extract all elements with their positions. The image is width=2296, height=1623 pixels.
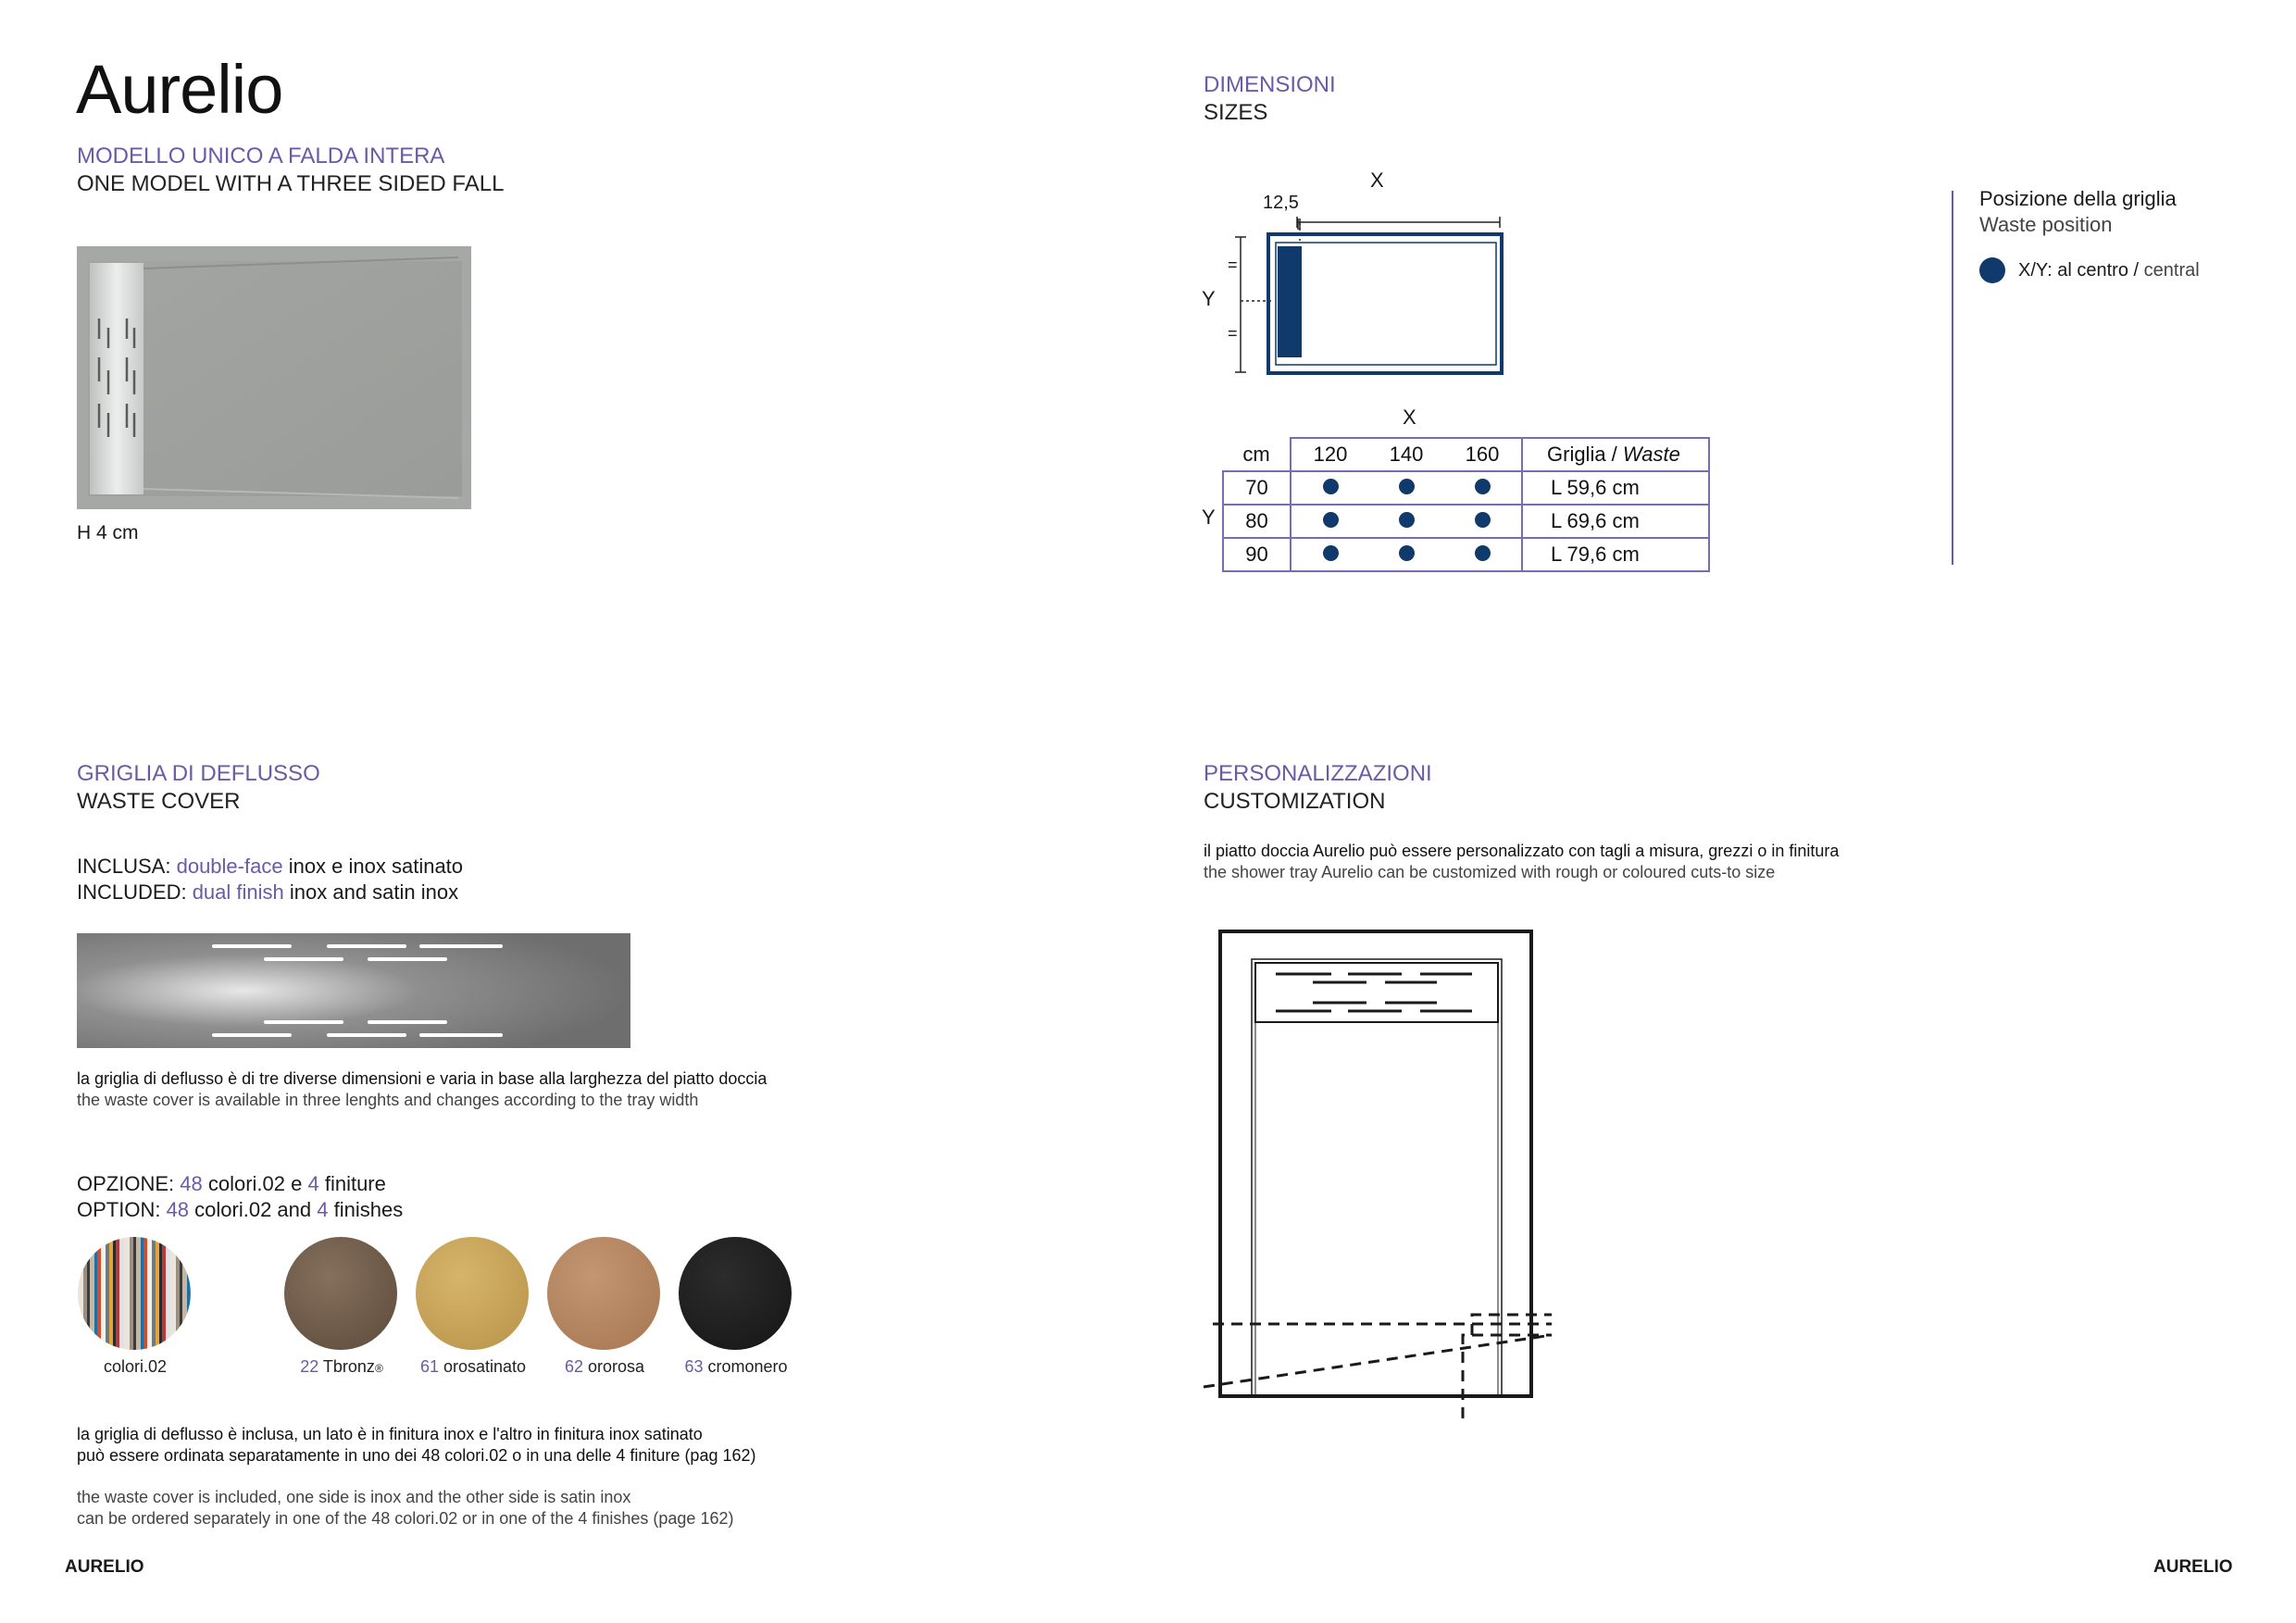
cut-to-size-drawing xyxy=(1194,922,1565,1422)
grid-header-cell xyxy=(1522,438,1709,471)
available-dot-icon xyxy=(1323,479,1339,494)
grid-header-it: Griglia / xyxy=(1547,443,1623,466)
table-y-label: Y xyxy=(1202,506,1216,529)
available-dot-icon xyxy=(1475,545,1491,561)
availability-cell xyxy=(1291,505,1369,538)
available-dot-icon xyxy=(1399,545,1415,561)
option-en xyxy=(77,1198,403,1222)
option-it-label: OPZIONE: xyxy=(77,1172,181,1195)
customization-note-en: the shower tray Aurelio can be customized with rough or coloured cuts-to size xyxy=(1204,863,1776,881)
included-en-rest: inox and satin inox xyxy=(283,880,459,904)
diagram-equal-bottom: = xyxy=(1228,324,1238,343)
swatch-code: 63 xyxy=(684,1357,704,1376)
width-cell: 140 xyxy=(1369,438,1443,471)
swatch-name: orosatinato xyxy=(438,1357,527,1376)
sizes-table xyxy=(1222,437,1710,572)
swatch-name: ororosa xyxy=(582,1357,645,1376)
page-title: Aurelio xyxy=(76,51,283,128)
grid-header-en: Waste xyxy=(1622,443,1680,466)
footnote-en-2: can be ordered separately in one of the 48 colori.02 or in one of the 4 finishes (page 162) xyxy=(77,1509,734,1528)
included-it-label: INCLUSA: xyxy=(77,855,177,878)
waste-position-title-en: Waste position xyxy=(1979,213,2113,236)
ororosa-swatch xyxy=(547,1237,660,1350)
product-image xyxy=(77,246,471,509)
legend-central xyxy=(2018,260,2200,281)
included-en xyxy=(77,880,458,905)
cromonero-swatch xyxy=(679,1237,792,1350)
cromonero-label xyxy=(657,1357,815,1377)
table-row xyxy=(1223,471,1709,505)
waste-position-title-it: Posizione della griglia xyxy=(1979,187,2177,210)
option-it xyxy=(77,1172,386,1196)
option-it-mid: colori.02 e xyxy=(202,1172,308,1195)
grid-length-cell: L 69,6 cm xyxy=(1522,505,1709,538)
unit-cell: cm xyxy=(1242,442,1270,466)
row-y-cell: 90 xyxy=(1223,538,1291,571)
colori-swatch xyxy=(78,1237,191,1350)
table-row xyxy=(1223,538,1709,571)
swatch-name: colori.02 xyxy=(103,1357,168,1376)
tbronz-swatch xyxy=(284,1237,397,1350)
diagram-y-label: Y xyxy=(1202,287,1216,310)
option-en-count-colors: 48 xyxy=(166,1198,190,1221)
included-it xyxy=(77,855,463,879)
central-position-dot-icon xyxy=(1979,257,2005,283)
waste-cover-photo xyxy=(77,933,630,1048)
availability-cell xyxy=(1291,471,1369,505)
swatch-name: cromonero xyxy=(703,1357,788,1376)
width-cell: 120 xyxy=(1291,438,1369,471)
orosatinato-swatch xyxy=(416,1237,529,1350)
available-dot-icon xyxy=(1475,512,1491,528)
customization-drawing xyxy=(1194,922,1565,1422)
option-en-mid: colori.02 and xyxy=(189,1198,318,1221)
width-cell: 160 xyxy=(1443,438,1522,471)
table-header-row xyxy=(1223,438,1709,471)
swatch-code: 62 xyxy=(564,1357,583,1376)
grid-length-cell: L 59,6 cm xyxy=(1522,471,1709,505)
customization-note-it: il piatto doccia Aurelio può essere personalizzato con tagli a misura, grezzi o in finitura xyxy=(1204,842,1840,860)
included-en-highlight: dual finish xyxy=(192,880,284,904)
available-dot-icon xyxy=(1323,545,1339,561)
option-en-count-finishes: 4 xyxy=(317,1198,329,1221)
height-label: H 4 cm xyxy=(77,522,139,543)
row-y-cell: 80 xyxy=(1223,505,1291,538)
legend-divider xyxy=(1952,191,1953,565)
option-it-end: finiture xyxy=(318,1172,386,1195)
availability-cell xyxy=(1369,538,1443,571)
waste-cover-title-it: GRIGLIA DI DEFLUSSO xyxy=(77,761,320,786)
included-it-highlight: double-face xyxy=(176,855,283,878)
option-it-count-finishes: 4 xyxy=(307,1172,319,1195)
swatch-name: Tbronz xyxy=(318,1357,375,1376)
footnote-en-1: the waste cover is included, one side is inox and the other side is satin inox xyxy=(77,1488,631,1506)
footnote-it-1: la griglia di deflusso è inclusa, un lato è in finitura inox e l'altro in finitura inox satinato xyxy=(77,1425,703,1443)
legend-separator: / xyxy=(2128,260,2144,281)
model-title-it: MODELLO UNICO A FALDA INTERA xyxy=(77,144,445,169)
availability-cell xyxy=(1443,538,1522,571)
colori-label xyxy=(56,1357,214,1377)
availability-cell xyxy=(1369,505,1443,538)
diagram-offset-label: 12,5 xyxy=(1263,193,1299,213)
table-row xyxy=(1223,505,1709,538)
model-title-en: ONE MODEL WITH A THREE SIDED FALL xyxy=(77,171,505,196)
customization-title-en: CUSTOMIZATION xyxy=(1204,789,1386,814)
registered-mark: ® xyxy=(374,1362,383,1375)
shower-tray-photo xyxy=(77,246,471,509)
row-y-cell: 70 xyxy=(1223,471,1291,505)
availability-cell xyxy=(1443,505,1522,538)
waste-cover-image xyxy=(77,933,630,1048)
customization-title-it: PERSONALIZZAZIONI xyxy=(1204,761,1432,786)
footer-left: AURELIO xyxy=(65,1557,144,1577)
option-en-label: OPTION: xyxy=(77,1198,167,1221)
included-it-rest: inox e inox satinato xyxy=(282,855,464,878)
option-it-count-colors: 48 xyxy=(180,1172,203,1195)
dimensions-title-en: SIZES xyxy=(1204,100,1268,125)
available-dot-icon xyxy=(1323,512,1339,528)
included-en-label: INCLUDED: xyxy=(77,880,193,904)
availability-cell xyxy=(1443,471,1522,505)
diagram-x-label: X xyxy=(1370,169,1384,192)
cover-note-it: la griglia di deflusso è di tre diverse dimensioni e varia in base alla larghezza del piatto doccia xyxy=(77,1069,767,1088)
diagram-equal-top: = xyxy=(1228,256,1238,274)
cover-note-en: the waste cover is available in three lenghts and changes according to the tray width xyxy=(77,1091,699,1109)
available-dot-icon xyxy=(1399,479,1415,494)
swatch-code: 61 xyxy=(419,1357,439,1376)
footnote-it-2: può essere ordinata separatamente in uno dei 48 colori.02 o in una delle 4 finiture (pag 162) xyxy=(77,1446,756,1465)
dimensions-title-it: DIMENSIONI xyxy=(1204,72,1336,97)
dimension-diagram xyxy=(1200,167,1533,380)
availability-cell xyxy=(1291,538,1369,571)
legend-central-it: X/Y: al centro xyxy=(2018,260,2128,281)
available-dot-icon xyxy=(1399,512,1415,528)
tray-plan-drawing xyxy=(1200,167,1533,380)
table-x-label: X xyxy=(1403,406,1416,429)
legend-central-en: central xyxy=(2143,260,2200,281)
availability-cell xyxy=(1369,471,1443,505)
footer-right: AURELIO xyxy=(2153,1557,2233,1577)
waste-cover-title-en: WASTE COVER xyxy=(77,789,241,814)
swatch-code: 22 xyxy=(300,1357,319,1376)
available-dot-icon xyxy=(1475,479,1491,494)
option-en-end: finishes xyxy=(328,1198,404,1221)
grid-length-cell: L 79,6 cm xyxy=(1522,538,1709,571)
